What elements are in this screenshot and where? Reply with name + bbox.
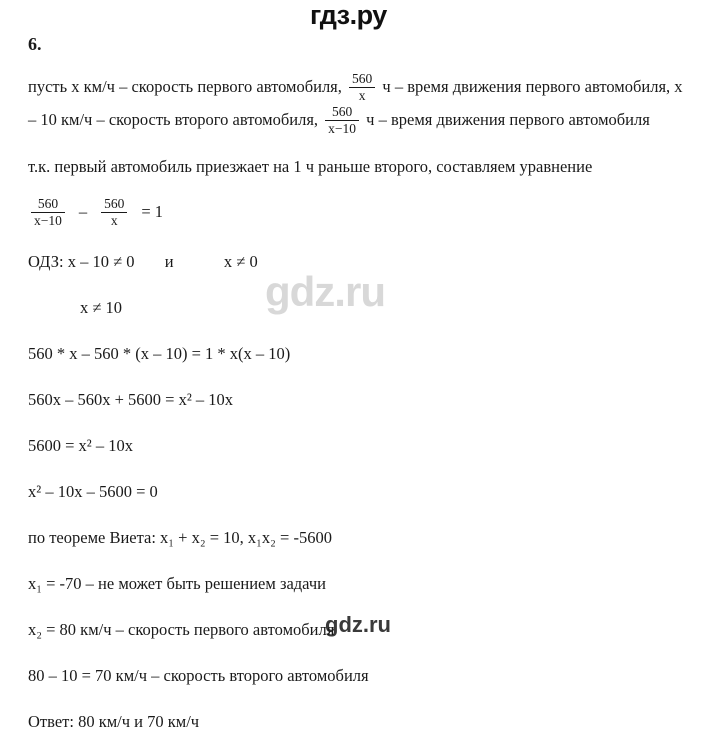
second-speed-line: 80 – 10 = 70 км/ч – скорость второго автомобиля [28, 665, 369, 685]
condition-text: т.к. первый автомобиль приезжает на 1 ч раньше второго, составляем уравнение [28, 157, 593, 177]
fraction-denominator: х [110, 212, 118, 228]
root-2-line: х₂ = 80 км/ч – скорость первого автомобиля [28, 619, 335, 639]
watermark: gdz.ru [265, 268, 385, 315]
step-line-3: 5600 = х² – 10х [28, 435, 134, 455]
fraction-denominator: х−10 [34, 212, 62, 228]
odz-result-line: х ≠ 10 [80, 297, 123, 317]
step-line-2: 560х – 560х + 5600 = х² – 10х [28, 389, 234, 409]
root-1-line: х₁ = -70 – не может быть решением задачи [28, 573, 326, 593]
fraction-numerator: 560 [31, 196, 65, 213]
intro-text-part-1: пусть х км/ч – скорость первого автомобиля, [28, 77, 342, 96]
equation-fraction-left [31, 196, 65, 228]
site-logo-bottom: gdz.ru [325, 612, 391, 637]
fraction-numerator: 560 [325, 104, 359, 121]
fraction-denominator: х−10 [328, 120, 357, 136]
task-number: 6. [28, 34, 42, 54]
intro-text-part-3: ч – время движения первого автомобиля [366, 110, 650, 130]
odz-line [28, 247, 688, 277]
odz-conjunction: и [164, 251, 174, 271]
equation-fraction-right [101, 196, 127, 228]
solution-body [28, 34, 688, 753]
vieta-theorem-line: по теореме Виета: х₁ + х₂ = 10, х₁х₂ = -5600 [28, 527, 332, 547]
solution-intro [28, 71, 688, 137]
step-line-4: х² – 10х – 5600 = 0 [28, 481, 158, 501]
fraction-numerator: 560 [349, 71, 375, 88]
odz-second-condition: х ≠ 0 [223, 251, 258, 271]
equation-equals-one: = 1 [141, 202, 164, 222]
answer-line: Ответ: 80 км/ч и 70 км/ч [28, 711, 200, 731]
fraction-numerator: 560 [101, 196, 127, 213]
fraction-560-over-x-minus-10 [325, 104, 359, 136]
fraction-denominator: х [358, 87, 366, 103]
equation-minus-sign: – [78, 202, 88, 222]
odz-first-condition: ОДЗ: х – 10 ≠ 0 [28, 251, 135, 271]
site-logo-top: гдз.ру [310, 0, 387, 30]
fraction-560-over-x [349, 71, 375, 103]
step-line-1: 560 * х – 560 * (х – 10) = 1 * х(х – 10) [28, 343, 291, 363]
intro-text-part-2: ч – время движения первого автомобиля, х – 10 км/ч – скорость второго автомобиля, [28, 77, 683, 130]
main-equation [28, 196, 688, 228]
